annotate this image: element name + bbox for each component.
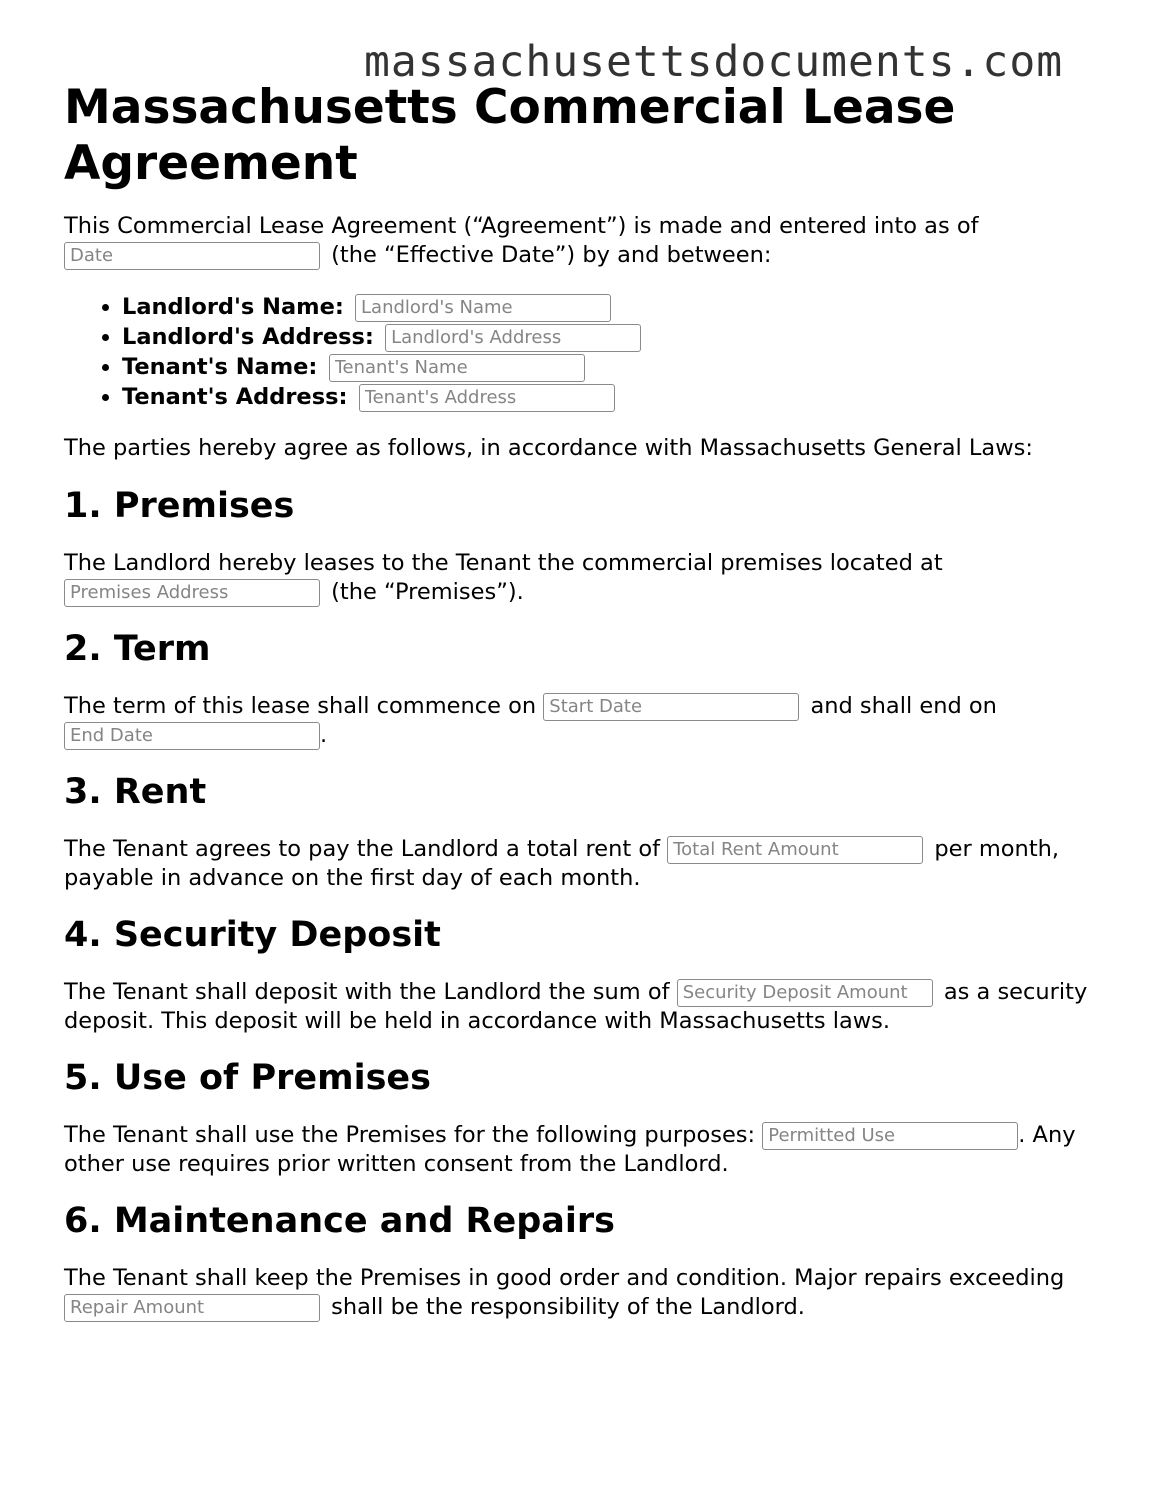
- tenant-name-label: Tenant's Name:: [122, 354, 318, 380]
- tenant-name-input[interactable]: [329, 354, 585, 382]
- landlord-name-label: Landlord's Name:: [122, 294, 344, 320]
- maintenance-text-after: shall be the responsibility of the Landlord.: [331, 1294, 805, 1320]
- landlord-address-label: Landlord's Address:: [122, 324, 374, 350]
- tenant-address-label: Tenant's Address:: [122, 384, 348, 410]
- section-text-term: [64, 692, 1104, 750]
- list-item: [122, 322, 1104, 352]
- term-text: The term of this lease shall commence on: [64, 693, 537, 719]
- premises-text: The Landlord hereby leases to the Tenant the commercial premises located at: [64, 550, 943, 576]
- end-date-input[interactable]: [64, 722, 320, 750]
- section-text-security-deposit: [64, 978, 1104, 1036]
- list-item: [122, 352, 1104, 382]
- section-heading-premises: 1. Premises: [64, 486, 295, 526]
- section-heading-security-deposit: 4. Security Deposit: [64, 915, 441, 955]
- agreement-statement: The parties hereby agree as follows, in accordance with Massachusetts General Laws:: [64, 435, 1033, 461]
- deposit-text: The Tenant shall deposit with the Landlord the sum of: [64, 979, 670, 1005]
- intro-paragraph: [64, 212, 1104, 270]
- term-text-after: .: [320, 722, 328, 748]
- site-watermark: massachusettsdocuments.com: [364, 37, 1064, 87]
- document-title: Massachusetts Commercial Lease Agreement: [64, 80, 956, 191]
- intro-text: This Commercial Lease Agreement (“Agreement”) is made and entered into as of: [64, 213, 979, 239]
- section-text-maintenance: [64, 1264, 1104, 1322]
- section-heading-use-of-premises: 5. Use of Premises: [64, 1058, 431, 1098]
- tenant-address-input[interactable]: [359, 384, 615, 412]
- section-text-rent: [64, 835, 1104, 893]
- section-heading-maintenance: 6. Maintenance and Repairs: [64, 1201, 616, 1241]
- intro-text-after: (the “Effective Date”) by and between:: [331, 242, 772, 268]
- use-text-after: . Any other use requires prior written consent from the Landlord.: [64, 1122, 1076, 1177]
- list-item: [122, 382, 1104, 412]
- repair-amount-input[interactable]: [64, 1294, 320, 1322]
- effective-date-input[interactable]: [64, 242, 320, 270]
- premises-text-after: (the “Premises”).: [331, 579, 524, 605]
- list-item: [122, 292, 1104, 322]
- rent-text-after: per month, payable in advance on the first day of each month.: [64, 836, 1060, 891]
- section-text-use-of-premises: [64, 1121, 1104, 1179]
- use-text: The Tenant shall use the Premises for the following purposes:: [64, 1122, 756, 1148]
- maintenance-text: The Tenant shall keep the Premises in good order and condition. Major repairs exceeding: [64, 1265, 1065, 1291]
- premises-address-input[interactable]: [64, 579, 320, 607]
- section-heading-rent: 3. Rent: [64, 772, 207, 812]
- section-text-premises: [64, 549, 1104, 607]
- start-date-input[interactable]: [543, 693, 799, 721]
- security-deposit-input[interactable]: [677, 979, 933, 1007]
- rent-text: The Tenant agrees to pay the Landlord a total rent of: [64, 836, 661, 862]
- section-heading-term: 2. Term: [64, 629, 211, 669]
- landlord-name-input[interactable]: [355, 294, 611, 322]
- total-rent-input[interactable]: [667, 836, 923, 864]
- parties-list: [64, 292, 1104, 412]
- document-body: [64, 80, 1104, 1322]
- permitted-use-input[interactable]: [762, 1122, 1018, 1150]
- term-text-middle: and shall end on: [810, 693, 997, 719]
- landlord-address-input[interactable]: [385, 324, 641, 352]
- deposit-text-after: as a security deposit. This deposit will be held in accordance with Massachusetts laws.: [64, 979, 1088, 1034]
